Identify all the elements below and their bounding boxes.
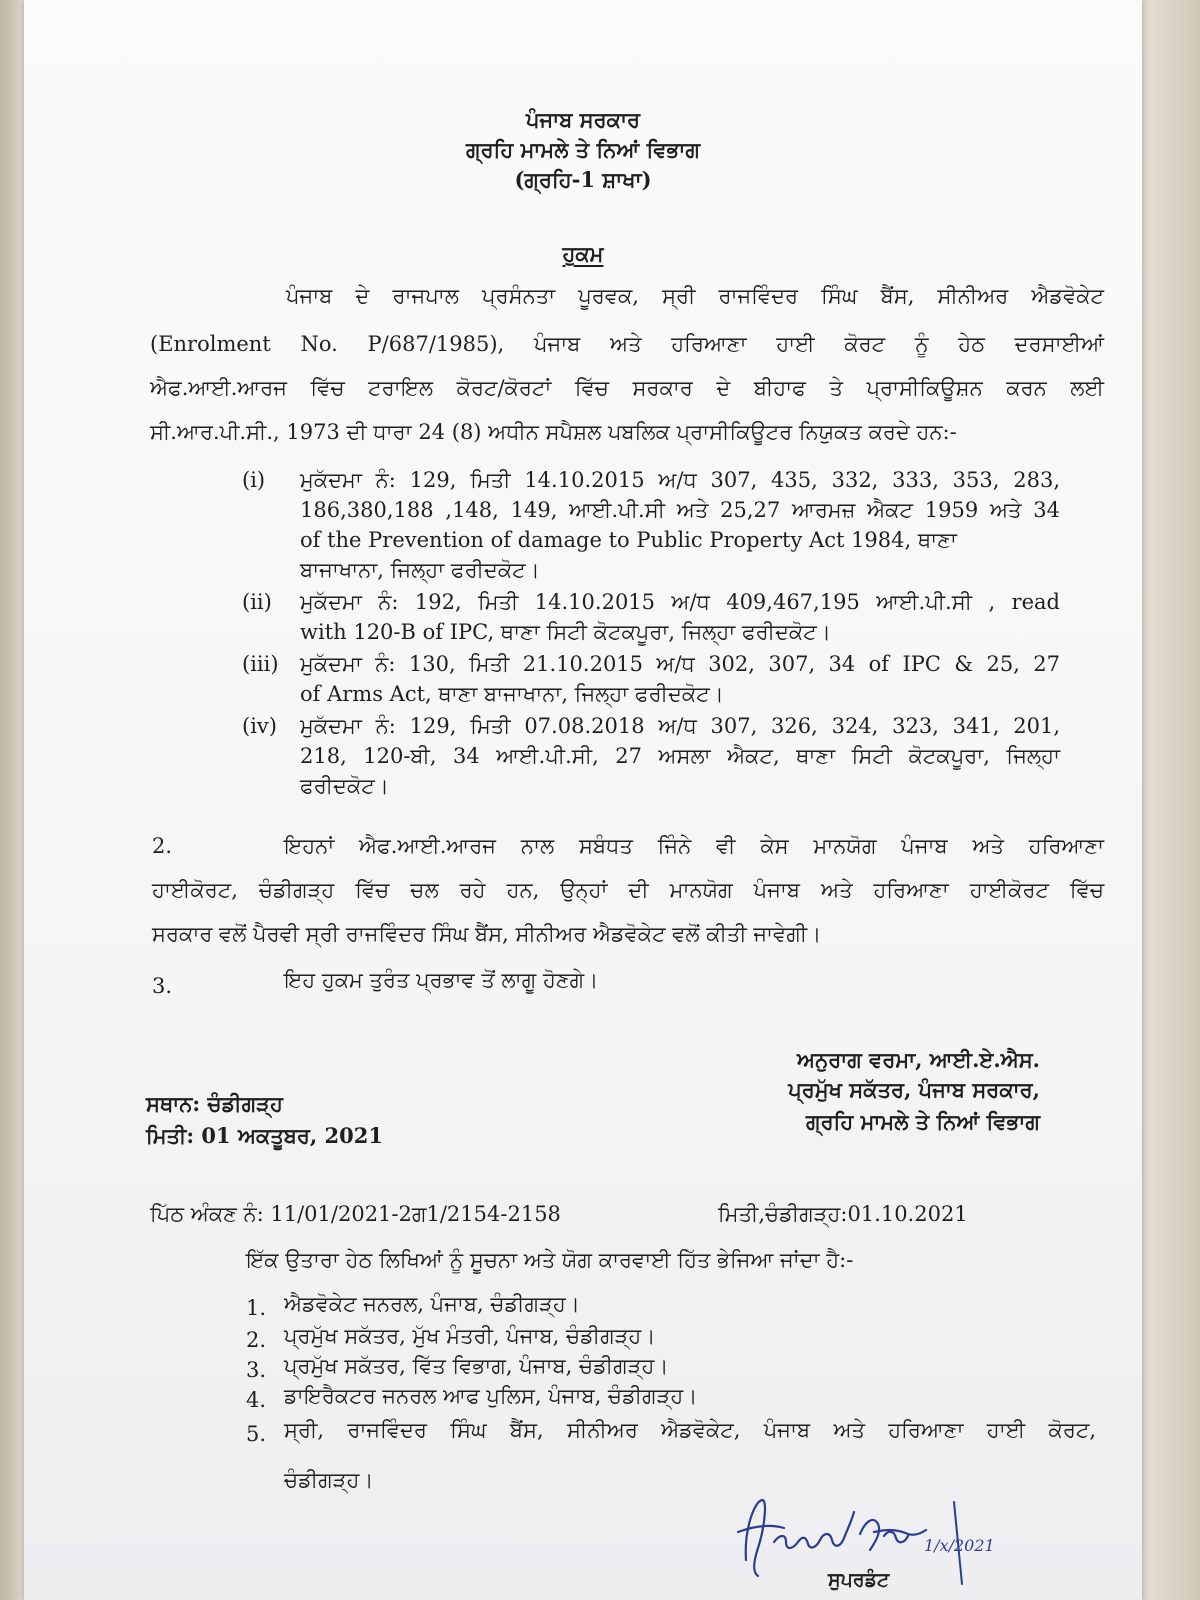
para-3-number: 3. — [152, 974, 173, 998]
header-branch: (ਗ੍ਰਹਿ-1 ਸ਼ਾਖਾ) — [514, 167, 652, 192]
intro-line-4: ਸੀ.ਆਰ.ਪੀ.ਸੀ., 1973 ਦੀ ਧਾਰਾ 24 (8) ਅਧੀਨ ਸਪੈਸ਼ਲ ਪਬਲਿਕ ਪ੍ਰਾਸੀਕਿਊਟਰ ਨਿਯੁਕਤ ਕਰਦੇ ਹਨ:- — [150, 420, 957, 444]
case-marker: (iii) — [242, 652, 279, 676]
recipient-text: ਐਡਵੋਕੇਟ ਜਨਰਲ, ਪੰਜਾਬ, ਚੰਡੀਗੜ੍ਹ। — [284, 1292, 580, 1316]
case-marker: (i) — [242, 468, 266, 492]
header-department: ਗ੍ਰਹਿ ਮਾਮਲੇ ਤੇ ਨਿਆਂ ਵਿਭਾਗ — [465, 137, 700, 162]
recipient-number: 5. — [246, 1422, 267, 1446]
endorsement-date: ਮਿਤੀ,ਚੰਡੀਗੜ੍ਹ:01.10.2021 — [718, 1202, 968, 1226]
recipient-number: 4. — [246, 1388, 267, 1412]
case-line: 186,380,188 ,148, 149, ਆਈ.ਪੀ.ਸੀ ਅਤੇ 25,27 ਆਰਮਜ਼ ਐਕਟ 1959 ਅਤੇ 34 — [300, 498, 1060, 522]
case-line: of Arms Act, ਥਾਣਾ ਬਾਜਾਖਾਨਾ, ਜਿਲ੍ਹਾ ਫਰੀਦਕੋਟ। — [300, 682, 724, 706]
endorsement-intro: ਇੱਕ ਉਤਾਰਾ ਹੇਠ ਲਿਖਿਆਂ ਨੂੰ ਸੂਚਨਾ ਅਤੇ ਯੋਗ ਕਾਰਵਾਈ ਹਿੱਤ ਭੇਜਿਆ ਜਾਂਦਾ ਹੈ:- — [246, 1248, 854, 1272]
recipient-number: 2. — [246, 1328, 267, 1352]
recipient-number: 1. — [246, 1296, 267, 1320]
case-line: ਮੁਕੱਦਮਾ ਨੰ: 129, ਮਿਤੀ 14.10.2015 ਅ/ਧ 307, 435, 332, 333, 353, 283, — [300, 468, 1060, 492]
case-marker: (iv) — [242, 714, 277, 738]
case-marker: (ii) — [242, 590, 272, 614]
superintendent-title: ਸੁਪਰਡੰਟ — [828, 1569, 890, 1591]
recipient-text: ਪ੍ਰਮੁੱਖ ਸਕੱਤਰ, ਮੁੱਖ ਮੰਤਰੀ, ਪੰਜਾਬ, ਚੰਡੀਗੜ੍ਹ। — [284, 1324, 656, 1348]
case-line: ਮੁਕੱਦਮਾ ਨੰ: 192, ਮਿਤੀ 14.10.2015 ਅ/ਧ 409,467,195 ਆਈ.ਪੀ.ਸੀ , read — [300, 590, 1060, 614]
intro-line-1: ਪੰਜਾਬ ਦੇ ਰਾਜਪਾਲ ਪ੍ਰਸੰਨਤਾ ਪੂਰਵਕ, ਸ੍ਰੀ ਰਾਜਵਿੰਦਰ ਸਿੰਘ ਬੈਂਸ, ਸੀਨੀਅਰ ਐਡਵੋਕੇਟ — [286, 284, 1104, 308]
signatory-name: ਅਨੁਰਾਗ ਵਰਮਾ, ਆਈ.ਏ.ਐਸ. — [797, 1047, 1040, 1072]
recipient-text: ਡਾਇਰੈਕਟਰ ਜਨਰਲ ਆਫ ਪੁਲਿਸ, ਪੰਜਾਬ, ਚੰਡੀਗੜ੍ਹ। — [284, 1384, 698, 1408]
case-line: ਬਾਜਾਖਾਨਾ, ਜਿਲ੍ਹਾ ਫਰੀਦਕੋਟ। — [300, 558, 540, 582]
recipient-number: 3. — [246, 1358, 267, 1382]
endorsement-number: ਪਿੱਠ ਅੰਕਣ ਨੰ: 11/01/2021-2ਗ1/2154-2158 — [150, 1202, 561, 1226]
recipient-text: ਪ੍ਰਮੁੱਖ ਸਕੱਤਰ, ਵਿੱਤ ਵਿਭਾਗ, ਪੰਜਾਬ, ਚੰਡੀਗੜ੍ਹ। — [284, 1354, 669, 1378]
case-line: ਫਰੀਦਕੋਟ। — [300, 774, 389, 798]
header-government: ਪੰਜਾਬ ਸਰਕਾਰ — [525, 107, 641, 132]
case-line: of the Prevention of damage to Public Property Act 1984, ਥਾਣਾ — [300, 528, 957, 552]
recipient-text: ਸ੍ਰੀ, ਰਾਜਵਿੰਦਰ ਸਿੰਘ ਬੈਂਸ, ਸੀਨੀਅਰ ਐਡਵੋਕੇਟ, ਪੰਜਾਬ ਅਤੇ ਹਰਿਆਣਾ ਹਾਈ ਕੋਰਟ, — [284, 1418, 1096, 1442]
recipient-text-continued: ਚੰਡੀਗੜ੍ਹ। — [284, 1468, 374, 1492]
para-3-text: ਇਹ ਹੁਕਮ ਤੁਰੰਤ ਪ੍ਰਭਾਵ ਤੋਂ ਲਾਗੂ ਹੋਣਗੇ। — [284, 968, 599, 992]
para-2-number: 2. — [152, 834, 173, 858]
place: ਸਥਾਨ: ਚੰਡੀਗੜ੍ਹ — [146, 1091, 283, 1116]
signatory-designation: ਪ੍ਰਮੁੱਖ ਸਕੱਤਰ, ਪੰਜਾਬ ਸਰਕਾਰ, — [788, 1077, 1040, 1102]
case-line: ਮੁਕੱਦਮਾ ਨੰ: 129, ਮਿਤੀ 07.08.2018 ਅ/ਧ 307, 326, 324, 323, 341, 201, — [300, 714, 1060, 738]
para-2-line-1: ਇਹਨਾਂ ਐਫ.ਆਈ.ਆਰਜ ਨਾਲ ਸਬੰਧਤ ਜਿੰਨੇ ਵੀ ਕੇਸ ਮਾਨਯੋਗ ਪੰਜਾਬ ਅਤੇ ਹਰਿਆਣਾ — [284, 834, 1104, 858]
order-title: ਹੁਕਮ — [562, 241, 604, 266]
order-date: ਮਿਤੀ: 01 ਅਕਤੂਬਰ, 2021 — [146, 1123, 383, 1148]
para-2-line-2: ਹਾਈਕੋਰਟ, ਚੰਡੀਗੜ੍ਹ ਵਿੱਚ ਚਲ ਰਹੇ ਹਨ, ਉਨ੍ਹਾਂ ਦੀ ਮਾਨਯੋਗ ਪੰਜਾਬ ਅਤੇ ਹਰਿਆਣਾ ਹਾਈਕੋਰਟ ਵਿੱਚ — [152, 878, 1104, 902]
intro-line-3: ਐਫ.ਆਈ.ਆਰਜ ਵਿੱਚ ਟਰਾਇਲ ਕੋਰਟ/ਕੋਰਟਾਂ ਵਿੱਚ ਸਰਕਾਰ ਦੇ ਬੀਹਾਫ ਤੇ ਪ੍ਰਾਸੀਕਿਊਸ਼ਨ ਕਰਨ ਲਈ — [150, 376, 1104, 400]
handwritten-date: 1/x/2021 — [924, 1536, 995, 1555]
document-page — [24, 0, 1142, 1600]
case-line: 218, 120-ਬੀ, 34 ਆਈ.ਪੀ.ਸੀ, 27 ਅਸਲਾ ਐਕਟ, ਥਾਣਾ ਸਿਟੀ ਕੋਟਕਪੂਰਾ, ਜਿਲ੍ਹਾ — [300, 744, 1060, 768]
signatory-department: ਗ੍ਰਹਿ ਮਾਮਲੇ ਤੇ ਨਿਆਂ ਵਿਭਾਗ — [805, 1109, 1040, 1134]
case-line: with 120-B of IPC, ਥਾਣਾ ਸਿਟੀ ਕੋਟਕਪੂਰਾ, ਜਿਲ੍ਹਾ ਫਰੀਦਕੋਟ। — [300, 620, 831, 644]
case-line: ਮੁਕੱਦਮਾ ਨੰ: 130, ਮਿਤੀ 21.10.2015 ਅ/ਧ 302, 307, 34 of IPC & 25, 27 — [300, 652, 1060, 676]
para-2-line-3: ਸਰਕਾਰ ਵਲੋਂ ਪੈਰਵੀ ਸ੍ਰੀ ਰਾਜਵਿੰਦਰ ਸਿੰਘ ਬੈਂਸ, ਸੀਨੀਅਰ ਐਡਵੋਕੇਟ ਵਲੋਂ ਕੀਤੀ ਜਾਵੇਗੀ। — [152, 922, 822, 946]
intro-line-2: (Enrolment No. P/687/1985), ਪੰਜਾਬ ਅਤੇ ਹਰਿਆਣਾ ਹਾਈ ਕੋਰਟ ਨੂੰ ਹੇਠ ਦਰਸਾਈਆਂ — [150, 332, 1104, 356]
